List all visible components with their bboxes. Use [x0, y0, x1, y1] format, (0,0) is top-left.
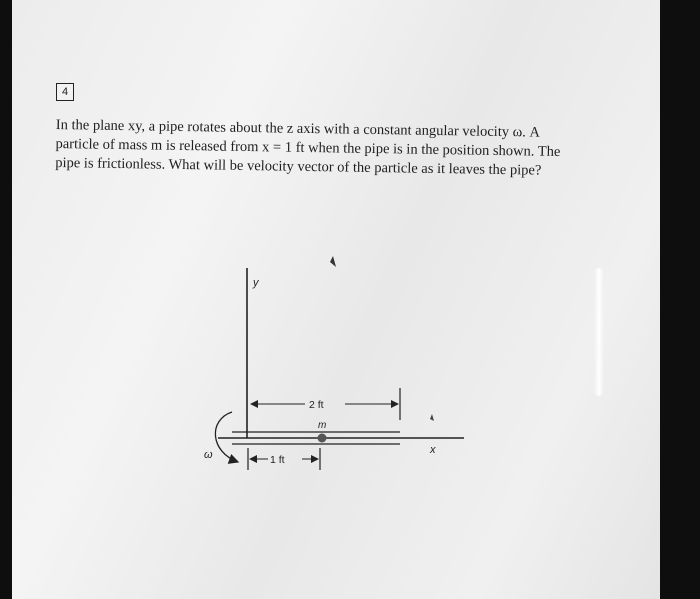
dim-2ft-label: 2 ft: [309, 399, 324, 411]
problem-line-1: In the plane xy, a pipe rotates about the z axis with a constant angular velocity ω. A: [55, 116, 541, 141]
omega-label: ω: [204, 449, 213, 461]
rotation-arrow-icon: [215, 412, 238, 462]
problem-line-2: particle of mass m is released from x = 1 ft when the pipe is in the position shown. The: [55, 135, 561, 160]
stray-arrow-mark: [330, 256, 336, 267]
y-axis-label: y: [253, 277, 259, 289]
particle-mass: [318, 434, 327, 443]
stray-arrow-mark-2: [430, 414, 434, 421]
question-number: 4: [56, 83, 74, 101]
mass-label: m: [318, 420, 327, 431]
light-glare: [594, 268, 604, 396]
problem-line-3: pipe is frictionless. What will be velocity vector of the particle as it leaves the pipe?: [55, 154, 542, 179]
x-axis-label: x: [430, 444, 436, 456]
dim-1ft-label: 1 ft: [270, 454, 285, 466]
